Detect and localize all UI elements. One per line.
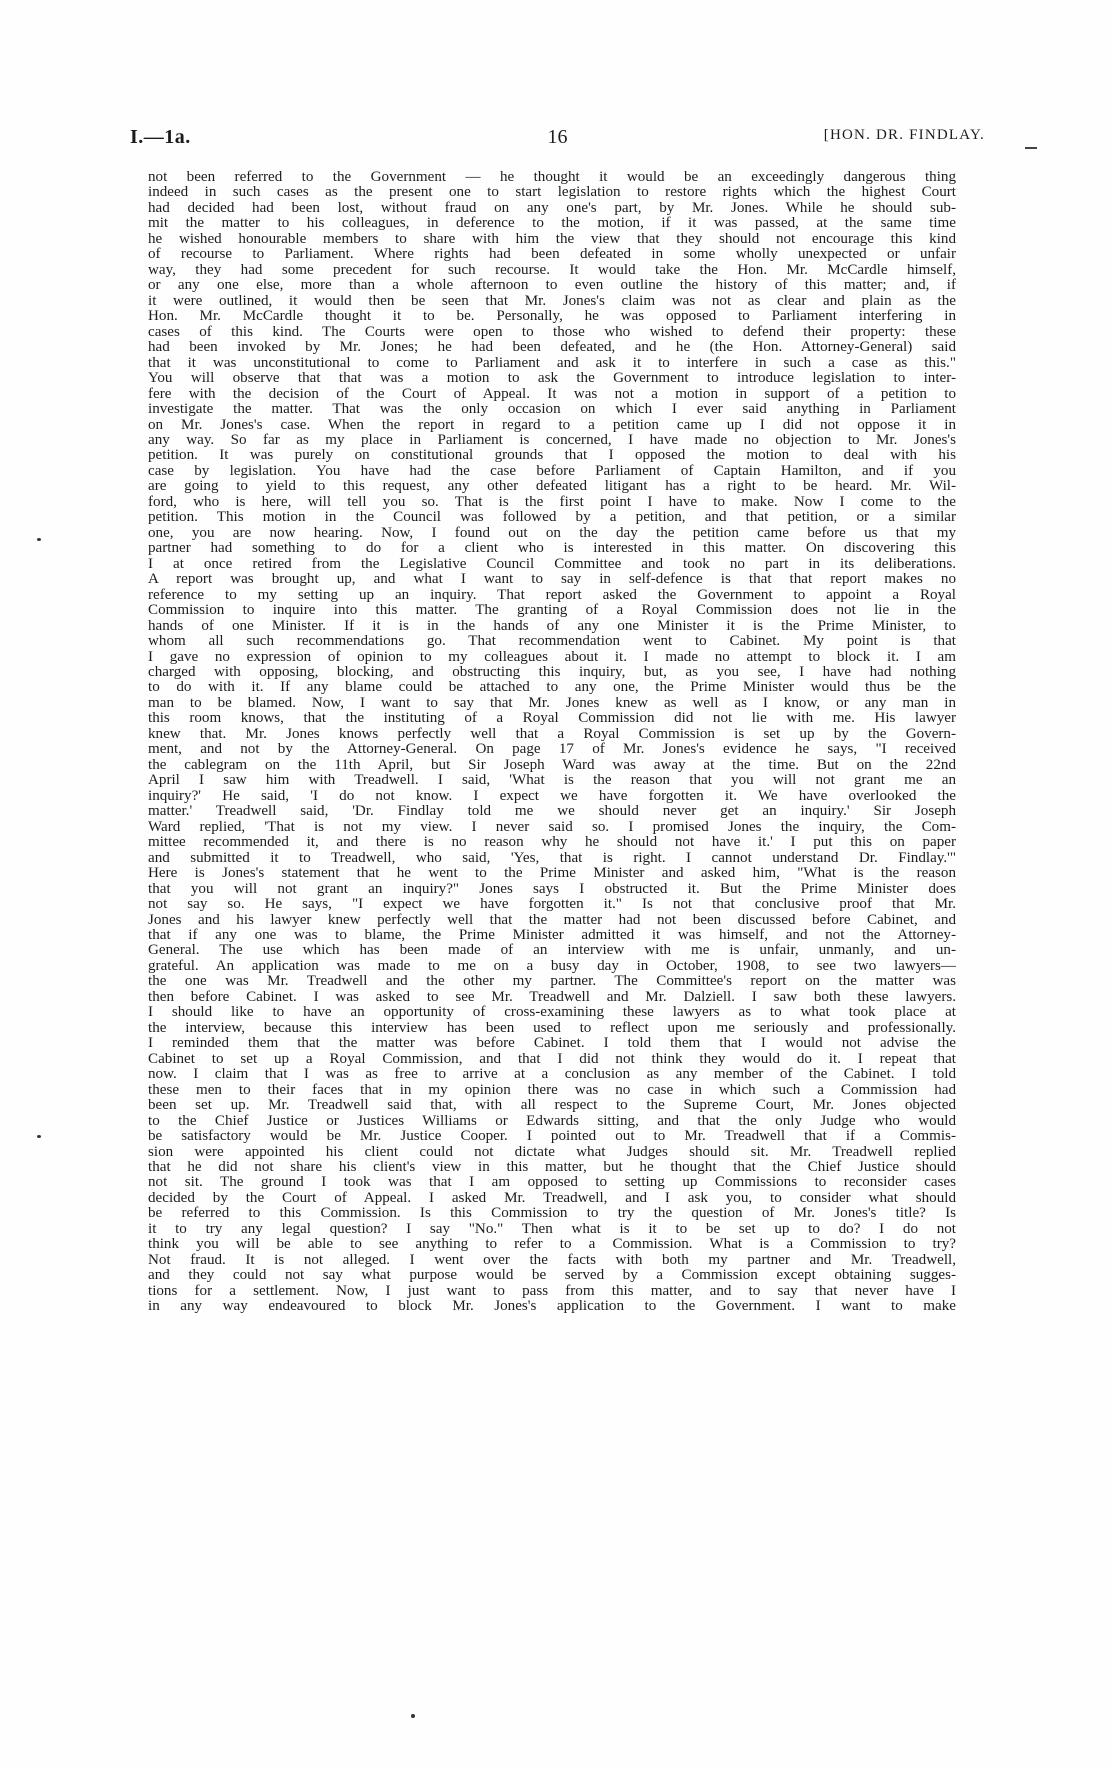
text-line: on Mr. Jones's case. When the report in regard to a petition came up I did not oppose it in: [148, 417, 956, 433]
text-line: been set up. Mr. Treadwell said that, with all respect to the Supreme Court, Mr. Jones objected: [148, 1098, 956, 1114]
text-line: petition. This motion in the Council was followed by a petition, and that petition, or a similar: [148, 510, 956, 526]
text-line: I reminded them that the matter was before Cabinet. I told them that I would not advise the: [148, 1036, 956, 1052]
text-line: way, they had some precedent for such recourse. It would take the Hon. Mr. McCardle himself,: [148, 262, 956, 278]
text-line: I at once retired from the Legislative Council Committee and took no part in its deliberations.: [148, 556, 956, 572]
text-line: of recourse to Parliament. Where rights had been defeated in some wholly unexpected or unfair: [148, 247, 956, 263]
text-line: reference to my setting up an inquiry. That report asked the Government to appoint a Royal: [148, 587, 956, 603]
text-line: fere with the decision of the Court of Appeal. It was not a motion in support of a petition to: [148, 386, 956, 402]
text-line: I gave no expression of opinion to my colleagues about it. I made no attempt to block it. I am: [148, 649, 956, 665]
text-line: any way. So far as my place in Parliament is concerned, I have made no objection to Mr. Jones's: [148, 432, 956, 448]
text-line: Jones and his lawyer knew perfectly well that the matter had not been discussed before Cabinet, and: [148, 912, 956, 928]
text-line: ment, and not by the Attorney-General. On page 17 of Mr. Jones's evidence he says, "I received: [148, 742, 956, 758]
text-line: be referred to this Commission. Is this Commission to try the question of Mr. Jones's title? Is: [148, 1206, 956, 1222]
text-line: then before Cabinet. I was asked to see Mr. Treadwell and Mr. Dalziell. I saw both these lawyers.: [148, 989, 956, 1005]
text-line: petition. It was purely on constitutional grounds that I opposed the motion to deal with his: [148, 448, 956, 464]
text-line: and they could not say what purpose would be served by a Commission except obtaining sugges-: [148, 1268, 956, 1284]
text-line: case by legislation. You have had the case before Parliament of Captain Hamilton, and if you: [148, 463, 956, 479]
text-line: are going to yield to this request, any other defeated litigant has a right to be heard. Mr. Wil-: [148, 479, 956, 495]
text-line: Not fraud. It is not alleged. I went over the facts with both my partner and Mr. Treadwell,: [148, 1252, 956, 1268]
text-line: whom all such recommendations go. That recommendation went to Cabinet. My point is that: [148, 634, 956, 650]
text-line: indeed in such cases as the present one to start legislation to restore rights which the highest Court: [148, 185, 956, 201]
text-line: hands of one Minister. If it is in the hands of any one Minister it is the Prime Minister, to: [148, 618, 956, 634]
text-line: I should like to have an opportunity of cross-examining these lawyers as to what took place at: [148, 1005, 956, 1021]
text-line: Commission to inquire into this matter. The granting of a Royal Commission does not lie in the: [148, 603, 956, 619]
print-speck: [411, 1714, 415, 1718]
page-number: 16: [547, 126, 568, 148]
text-line: one, you are now hearing. Now, I found out on the day the petition came before us that my: [148, 525, 956, 541]
text-line: Cabinet to set up a Royal Commission, and that I did not think they would do it. I repeat that: [148, 1051, 956, 1067]
text-line: tions for a settlement. Now, I just want to pass from this matter, and to say that never have I: [148, 1283, 956, 1299]
text-line: that he did not share his client's view in this matter, but he thought that the Chief Justice should: [148, 1160, 956, 1175]
text-line: not sit. The ground I took was that I am opposed to setting up Commissions to reconsider cases: [148, 1175, 956, 1191]
text-line: this room knows, that the instituting of a Royal Commission did not lie with me. His lawyer: [148, 711, 956, 727]
body-text: [148, 170, 956, 1315]
text-line: sion were appointed his client could not dictate what Judges should sit. Mr. Treadwell replied: [148, 1144, 956, 1160]
text-line: these men to their faces that in my opinion there was no case in which such a Commission had: [148, 1082, 956, 1098]
text-line: had decided had been lost, without fraud on any one's part, by Mr. Jones. While he should sub-: [148, 200, 956, 216]
text-line: April I saw him with Treadwell. I said, 'What is the reason that you will not grant me an: [148, 773, 956, 789]
document-reference: I.—1a.: [130, 126, 191, 148]
text-line: General. The use which has been made of an interview with me is unfair, unmanly, and un-: [148, 943, 956, 959]
text-line: that it was unconstitutional to come to Parliament and ask it to interfere in such a case as this.": [148, 355, 956, 371]
text-line: mit the matter to his colleagues, in deference to the motion, if it was passed, at the same time: [148, 216, 956, 232]
text-line: that you will not grant an inquiry?" Jones says I obstructed it. But the Prime Minister does: [148, 881, 956, 897]
text-line: grateful. An application was made to me on a busy day in October, 1908, to see two lawyers—: [148, 958, 956, 974]
text-line: mittee recommended it, and there is no reason why he should not have it.' I put this on paper: [148, 835, 956, 851]
text-line: think you will be able to see anything to refer to a Commission. What is a Commission to try?: [148, 1237, 956, 1253]
text-line: it to try any legal question? I say "No." Then what is it to be set up to do? I do not: [148, 1221, 956, 1237]
text-line: be satisfactory would be Mr. Justice Cooper. I pointed out to Mr. Treadwell that if a Commis-: [148, 1129, 956, 1145]
text-line: not been referred to the Government — he thought it would be an exceedingly dangerous thing: [148, 170, 956, 185]
text-line: man to be blamed. Now, I want to say that Mr. Jones knew as well as I know, or any man in: [148, 695, 956, 711]
text-line: to do with it. If any blame could be attached to any one, the Prime Minister would thus be the: [148, 680, 956, 696]
text-line: Ward replied, 'That is not my view. I never said so. I promised Jones the inquiry, the Com-: [148, 819, 956, 835]
text-line: in any way endeavoured to block Mr. Jones's application to the Government. I want to make: [148, 1299, 956, 1315]
text-line: matter.' Treadwell said, 'Dr. Findlay told me we should never get an inquiry.' Sir Joseph: [148, 804, 956, 820]
text-line: now. I claim that I was as free to arrive at a conclusion as any member of the Cabinet. I told: [148, 1067, 956, 1083]
text-line: that if any one was to blame, the Prime Minister admitted it was himself, and not the Attorney-: [148, 927, 956, 943]
text-line: inquiry?' He said, 'I do not know. I expect we have forgotten it. We have overlooked the: [148, 788, 956, 804]
text-line: the cablegram on the 11th April, but Sir Joseph Ward was away at the time. But on the 22nd: [148, 757, 956, 773]
text-line: partner had something to do for a client who is interested in this matter. On discovering this: [148, 541, 956, 557]
text-line: Hon. Mr. McCardle thought it to be. Personally, he was opposed to Parliament interfering in: [148, 309, 956, 325]
text-line: Here is Jones's statement that he went to the Prime Minister and asked him, "What is the reason: [148, 866, 956, 882]
text-line: he wished honourable members to share with him the view that they should not encourage this kind: [148, 231, 956, 247]
margin-mark: [1025, 147, 1037, 149]
text-line: investigate the matter. That was the only occasion on which I ever said anything in Parliament: [148, 402, 956, 418]
text-line: to the Chief Justice or Justices Williams or Edwards sitting, and that the only Judge who would: [148, 1113, 956, 1129]
text-line: or any one else, more than a whole afternoon to even outline the history of this matter; and, if: [148, 278, 956, 294]
text-line: had been invoked by Mr. Jones; he had been defeated, and he (the Hon. Attorney-General) said: [148, 340, 956, 356]
text-line: ford, who is here, will tell you so. That is the first point I have to make. Now I come to the: [148, 494, 956, 510]
text-line: A report was brought up, and what I want to say in self-defence is that that report makes no: [148, 572, 956, 588]
speaker-heading: [HON. DR. FINDLAY.: [823, 127, 985, 143]
text-line: the one was Mr. Treadwell and the other my partner. The Committee's report on the matter was: [148, 974, 956, 990]
text-line: it were outlined, it would then be seen that Mr. Jones's claim was not as clear and plain as the: [148, 293, 956, 309]
text-line: You will observe that that was a motion to ask the Government to introduce legislation to inter-: [148, 371, 956, 387]
text-line: cases of this kind. The Courts were open to those who wished to defend their property: these: [148, 324, 956, 340]
text-line: not say so. He says, "I expect we have forgotten it." Is not that conclusive proof that Mr.: [148, 897, 956, 913]
text-line: charged with opposing, blocking, and obstructing this inquiry, but, as you see, I have had nothing: [148, 665, 956, 680]
text-line: and submitted it to Treadwell, who said, 'Yes, that is right. I cannot understand Dr. Findlay.'": [148, 850, 956, 866]
text-line: knew that. Mr. Jones knows perfectly well that a Royal Commission is set up by the Govern-: [148, 726, 956, 742]
text-line: decided by the Court of Appeal. I asked Mr. Treadwell, and I ask you, to consider what should: [148, 1190, 956, 1206]
print-speck: [37, 1135, 41, 1138]
page-header: [130, 126, 985, 150]
print-speck: [37, 538, 41, 541]
text-line: the interview, because this interview has been used to reflect upon me seriously and professionally.: [148, 1020, 956, 1036]
